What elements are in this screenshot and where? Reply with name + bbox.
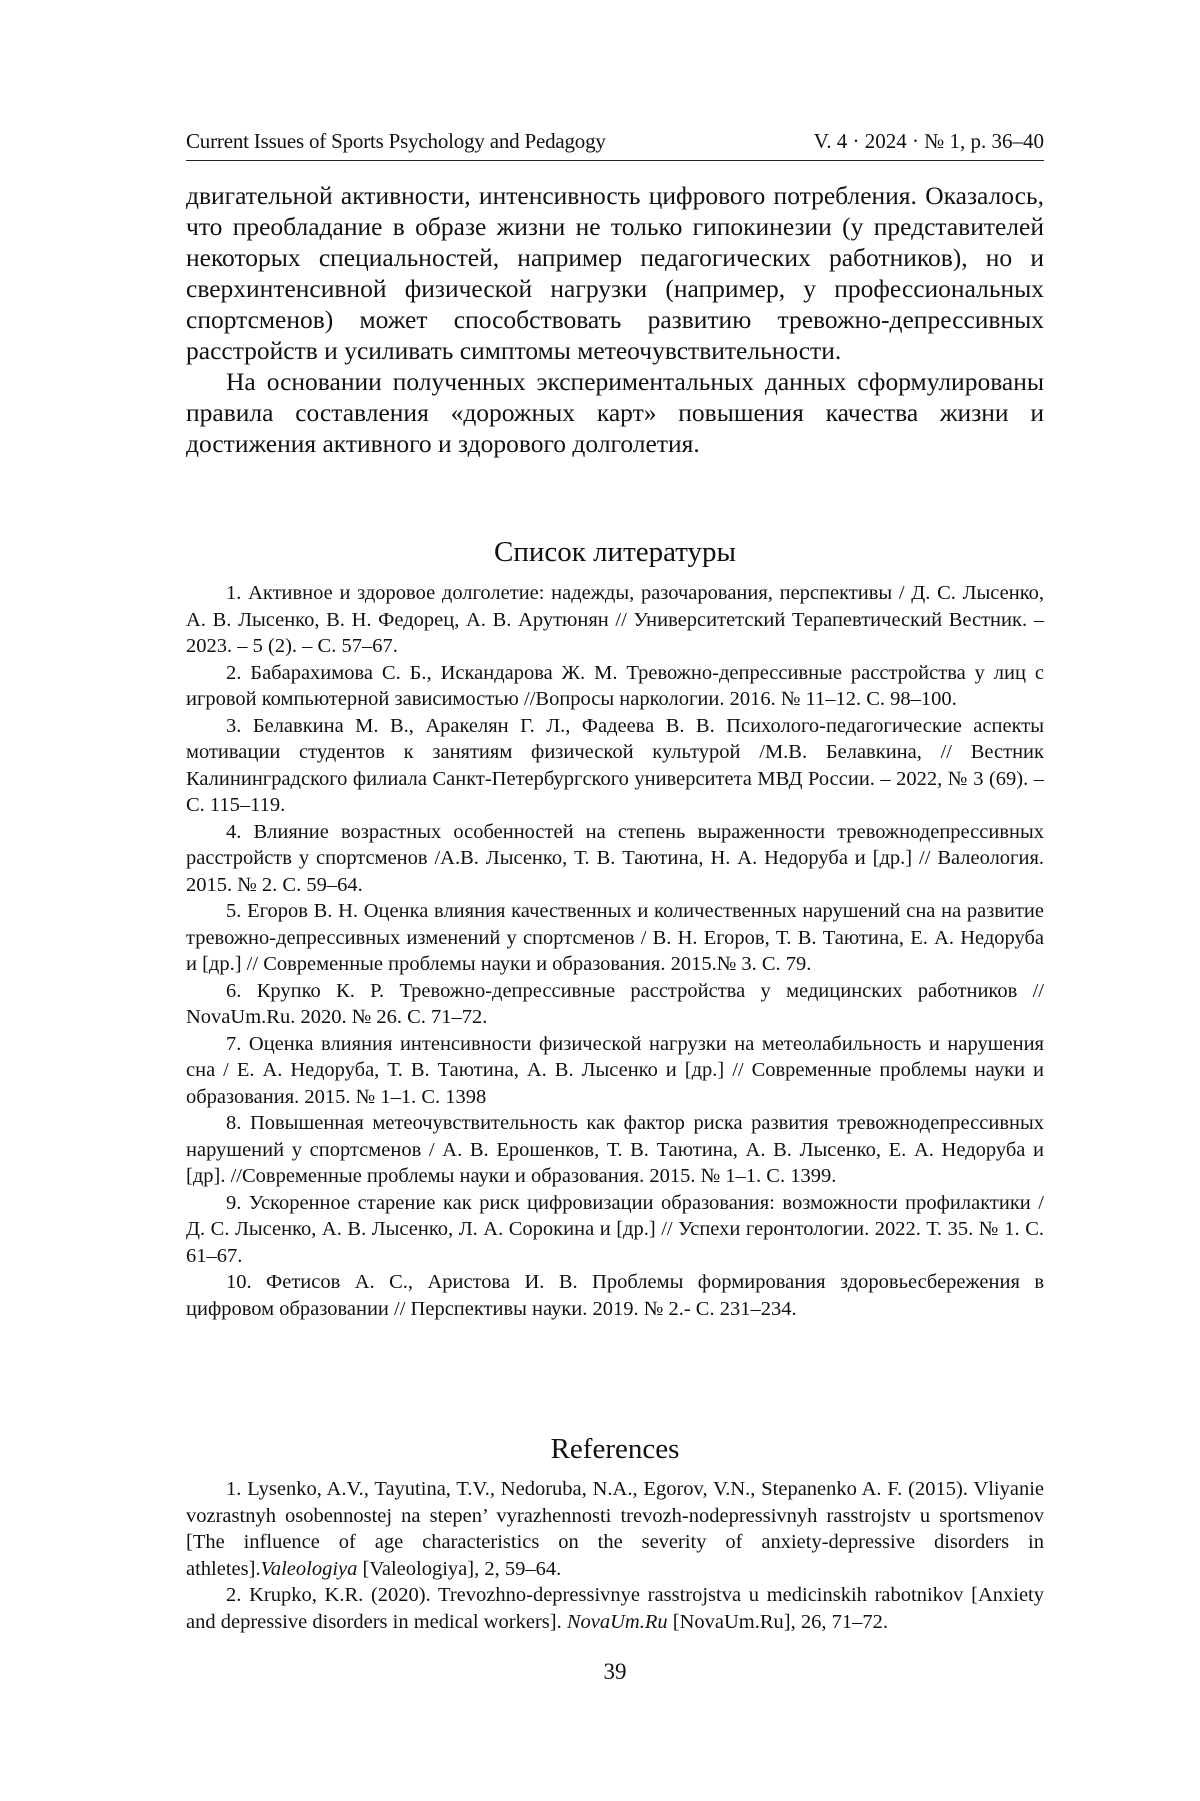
reference-journal: Valeologiya — [260, 1557, 358, 1580]
page-number: 39 — [603, 1659, 627, 1684]
issue-info: V. 4 · 2024 · № 1, p. 36–40 — [813, 129, 1044, 153]
reference-item — [186, 1582, 1044, 1635]
references-en-list — [186, 1476, 1044, 1635]
reference-item: 5. Егоров В. Н. Оценка влияния качественных и количественных нарушений сна на развитие тревожно-депрессивных изменений у спортсменов / В. Н. Егоров, Т. В. Таютина, Е. А. Недоруба и [др.] // Современные проблемы науки и образования. 2015.№ 3. С. 79. — [186, 900, 1044, 975]
reference-text: 1. Lysenko, A.V., Tayutina, T.V., Nedoruba, N.A., Egorov, V.N., Stepanenko A. F. (2015). Vliyanie vozrastnyh osobennostej na stepen’ vyrazhennosti trevozh-nodepressivnyh rasstrojstv u sportsmenov [The influence of age characteristics on the severity of anxiety-depressive disorders in athletes]. — [186, 1478, 1044, 1580]
reference-text: [NovaUm.Ru], 26, 71–72. — [667, 1610, 888, 1633]
reference-item: 6. Крупко К. Р. Тревожно-депрессивные расстройства у медицинских работников // NovaUm.Ru. 2020. № 26. С. 71–72. — [186, 979, 1044, 1028]
references-en-title: References — [550, 1433, 680, 1465]
reference-item: 4. Влияние возрастных особенностей на степень выраженности тревожнодепрессивных расстройств у спортсменов /А.В. Лысенко, Т. В. Таютина, Н. А. Недоруба и [др.] // Валеология. 2015. № 2. С. 59–64. — [186, 820, 1044, 896]
reference-item: 3. Белавкина М. В., Аракелян Г. Л., Фадеева В. В. Психолого-педагогические аспекты мотивации студентов к занятиям физической культурой /М.В. Белавкина, // Вестник Калининградского филиала Санкт-Петербургского университета МВД России. – 2022, № 3 (69). – С. 115–119. — [186, 714, 1044, 816]
reference-item: 2. Бабарахимова С. Б., Искандарова Ж. М. Тревожно-депрессивные расстройства у лиц с игровой компьютерной зависимостью //Вопросы наркологии. 2016. № 11–12. С. 98–100. — [186, 661, 1044, 710]
reference-item: 10. Фетисов А. С., Аристова И. В. Проблемы формирования здоровьесбережения в цифровом образовании // Перспективы науки. 2019. № 2.- С. 231–234. — [186, 1271, 1044, 1320]
body-text — [186, 180, 1044, 459]
body-paragraph: На основании полученных экспериментальных данных сформулированы правила составления «дорожных карт» повышения качества жизни и достижения активного и здорового долголетия. — [186, 367, 1044, 458]
journal-title: Current Issues of Sports Psychology and Pedagogy — [186, 129, 606, 153]
journal-page — [186, 0, 1044, 1801]
reference-item: 1. Активное и здоровое долголетие: надежды, разочарования, перспективы / Д. С. Лысенко, А. В. Лысенко, В. Н. Федорец, А. В. Арутюнян // Университетский Терапевтический Вестник. – 2023. – 5 (2). – С. 57–67. — [186, 582, 1044, 657]
reference-item: 8. Повышенная метеочувствительность как фактор риска развития тревожнодепрессивных нарушений у спортсменов / А. В. Ерошенков, Т. В. Таютина, А. В. Лысенко, Е. А. Недоруба и [др]. //Современные проблемы науки и образования. 2015. № 1–1. С. 1399. — [186, 1112, 1044, 1187]
references-ru-title: Список литературы — [493, 536, 737, 568]
body-paragraph: двигательной активности, интенсивность цифрового потребления. Оказалось, что преобладание в образе жизни не только гипокинезии (у представителей некоторых специальностей, например педагогических работников), но и сверхинтенсивной физической нагрузки (например, у профессиональных спортсменов) может способствовать развитию тревожно-депрессивных расстройств и усиливать симптомы метеочувствительности. — [186, 181, 1044, 365]
reference-text: 2. Krupko, K.R. (2020). Trevozhno-depressivnye rasstrojstva u medicinskih rabotnikov [Anxiety and depressive disorders in medical workers]. — [186, 1584, 1044, 1633]
reference-item: 7. Оценка влияния интенсивности физической нагрузки на метеолабильность и нарушения сна / Е. А. Недоруба, Т. В. Таютина, А. В. Лысенко и [др.] // Современные проблемы науки и образования. 2015. № 1–1. С. 1398 — [186, 1032, 1044, 1108]
running-header — [186, 128, 1044, 161]
references-ru-list — [186, 580, 1044, 1322]
reference-text: [Valeologiya], 2, 59–64. — [357, 1557, 562, 1580]
reference-item — [186, 1476, 1044, 1582]
reference-item: 9. Ускоренное старение как риск цифровизации образования: возможности профилактики / Д. С. Лысенко, А. В. Лысенко, Л. А. Сорокина и [др.] // Успехи геронтологии. 2022. Т. 35. № 1. С. 61–67. — [186, 1191, 1044, 1267]
reference-journal: NovaUm.Ru — [566, 1610, 668, 1633]
